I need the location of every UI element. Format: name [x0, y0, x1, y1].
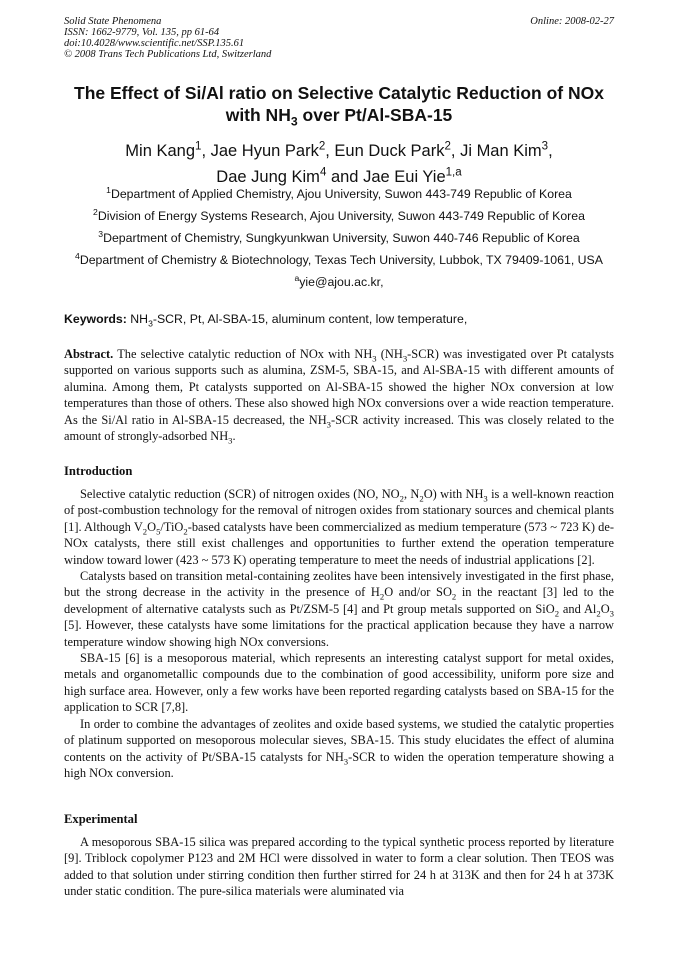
paragraph: A mesoporous SBA-15 silica was prepared according to the typical synthetic process reported by literature [9]. Triblock copolymer P123 and 2M HCl were dissolved in water to form a clear solution. Then TEOS was added to that solution under stirring condition then further stirred for 24 h at 313K and then for 24 h at 373K under static condition. The pure-silica materials were aluminated via — [64, 835, 614, 899]
paragraph: Catalysts based on transition metal-containing zeolites have been intensively investigated in the first phase, but the strong decrease in the activity in the presence of $H_2O$ and/or $SO_2$ in the reactant [3] led to the development of alternative catalysts such as Pt/ZSM-5 [4] and Pt group metals supported on SiO$_2$ and $Al_2O_3$ [5]. However, these catalysts have some limitations for the practical application because they have a narrow temperature window showing high NOx conversions. — [64, 569, 614, 649]
author-list: Min Kang$^1$, Jae Hyun Park$^2$, Eun Duck Park$^2$, Ji Man Kim$^3$, Dae Jung Kim$^4$ and Jae Eui Yie$^{1,a}$ — [125, 140, 553, 186]
affiliation-2: $^2$Division of Energy Systems Research, Ajou University, Suwon 443-749 Republic of Korea — [93, 206, 585, 223]
paragraph: Selective catalytic reduction (SCR) of nitrogen oxides (NO, $NO_2$, $N_2O$) with $NH_3$ is a well-known reaction of post-combustion technology for the removal of nitrogen oxides from stationary sources and chemical plants [1]. Although $V_2O_5/TiO_2$-based catalysts have been commercialized as medium temperature (573 ~ 723 K) de-NOx catalysts, there still exist challenges and opportunities to further extend the operation temperature window toward lower (423 ~ 573 K) operating temperature to meet the needs of industrial applications [2]. — [64, 487, 614, 567]
corresponding-email: $^a$yie@ajou.ac.kr, — [294, 272, 384, 289]
affiliation-4: $^4$Department of Chemistry & Biotechnology, Texas Tech University, Lubbok, TX 79409-1061, USA — [75, 250, 603, 267]
copyright-line: © 2008 Trans Tech Publications Ltd, Switzerland — [64, 49, 272, 60]
affiliation-1: $^1$Department of Applied Chemistry, Ajou University, Suwon 443-749 Republic of Korea — [106, 184, 572, 201]
introduction-body — [64, 486, 614, 781]
abstract: Abstract. The selective catalytic reduction of NOx with $NH_3$ $(NH_3-SCR)$ was investigated over Pt catalysts supported on various supports such as alumina, ZSM-5, SBA-15, and Al-SBA-15 with different amounts of alumina. Among them, Pt catalysts supported on Al-SBA-15 showed the higher NOx conversion at low temperatures than those of others. These also showed high NOx conversions over a wide reaction temperature. As the Si/Al ratio in Al-SBA-15 decreased, the $NH_3$-SCR activity increased. This was closely related to the amount of strongly-adsorbed $NH_3$. — [64, 347, 614, 446]
paragraph: SBA-15 [6] is a mesoporous material, which represents an interesting catalyst support for metal oxides, metals and organometallic compounds due to the combination of good accessibility, uniform pore size and high surface area. However, only a few works have been reported regarding catalysts based on SBA-15 for the application to SCR [7,8]. — [64, 651, 614, 715]
paper-title: The Effect of Si/Al ratio on Selective Catalytic Reduction of NOx with $NH_3$ over Pt/Al-SBA-15 — [74, 83, 604, 129]
experimental-heading: Experimental — [64, 812, 138, 826]
doi-line: doi:10.4028/www.scientific.net/SSP.135.61 — [64, 38, 245, 49]
paragraph: In order to combine the advantages of zeolites and oxide based systems, we studied the catalytic properties of platinum supported on mesoporous molecular sieves, SBA-15. This study elucidates the effect of alumina contents on the activity of Pt/SBA-15 catalysts for $NH_3$-SCR to widen the operation temperature showing a high NOx conversion. — [64, 716, 614, 780]
experimental-body — [64, 834, 614, 900]
author-name: Jae Eui Yie — [363, 168, 446, 186]
author-name: Eun Duck Park — [334, 142, 445, 160]
author-name: Ji Man Kim — [460, 142, 542, 160]
introduction-heading: Introduction — [64, 464, 133, 478]
author-name: Dae Jung Kim — [216, 168, 320, 186]
author-name: Min Kang — [125, 142, 196, 160]
issn-line: ISSN: 1662-9779, Vol. 135, pp 61-64 — [64, 27, 220, 38]
keywords: Keywords: $NH_3$-SCR, Pt, Al-SBA-15, aluminum content, low temperature, — [64, 312, 468, 329]
journal-name: Solid State Phenomena — [64, 16, 162, 27]
author-name: Jae Hyun Park — [210, 142, 319, 160]
online-date: Online: 2008-02-27 — [530, 16, 614, 27]
affiliation-3: $^3$Department of Chemistry, Sungkyunkwan University, Suwon 440-746 Republic of Korea — [98, 228, 580, 245]
